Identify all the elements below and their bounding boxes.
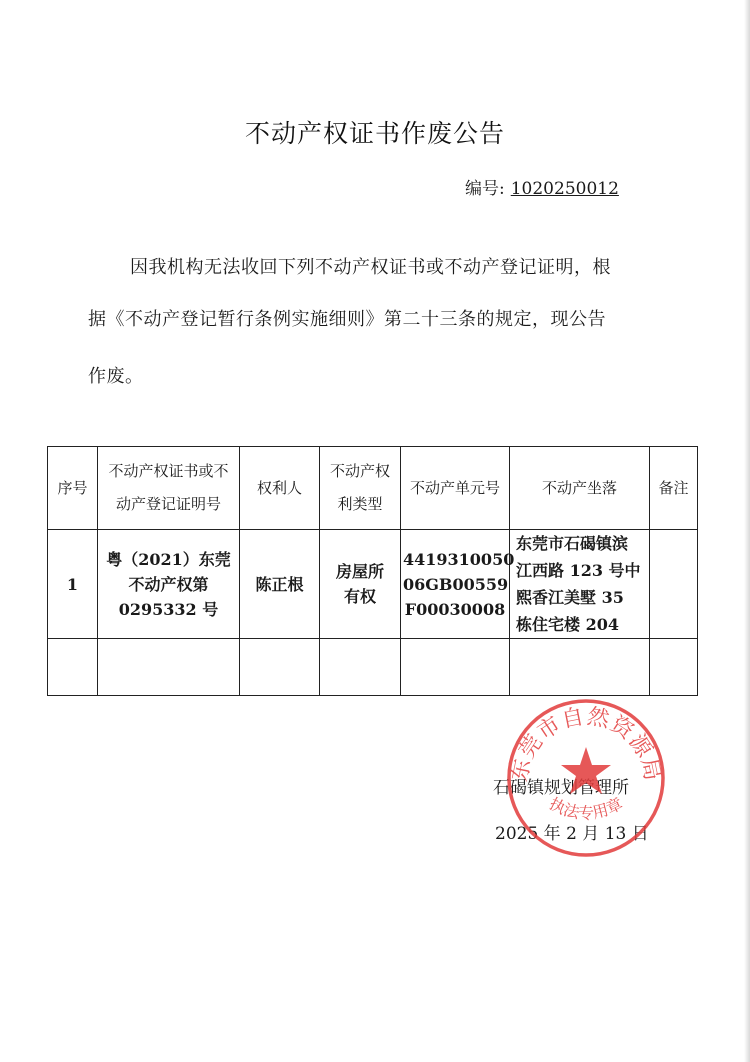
issuing-organization: 石碣镇规划管理所 (493, 778, 629, 798)
table-row-empty (48, 639, 698, 696)
document-number (465, 174, 633, 199)
cell-remark (650, 530, 698, 639)
cell-location: 东莞市石碣镇滨 江西路 123 号中 熙香江美墅 35 栋住宅楼 204 (510, 530, 650, 639)
table-header-row (48, 447, 698, 530)
cell-owner: 陈正根 (240, 530, 320, 639)
empty-cell (320, 639, 401, 696)
table-row (48, 530, 698, 639)
header-unit-no: 不动产单元号 (401, 447, 510, 530)
header-seq: 序号 (48, 447, 98, 530)
empty-cell (240, 639, 320, 696)
body-line-3: 作废。 (88, 366, 144, 387)
empty-cell (48, 639, 98, 696)
empty-cell (98, 639, 240, 696)
body-line-2: 据《不动产登记暂行条例实施细则》第二十三条的规定，现公告 (88, 309, 606, 330)
header-location: 不动产坐落 (510, 447, 650, 530)
document-title: 不动产权证书作废公告 (244, 119, 505, 148)
cell-unit-no: 4419310050 06GB00559 F00030008 (401, 530, 510, 639)
header-cert: 不动产权证书或不 动产登记证明号 (98, 447, 240, 530)
header-right-type: 不动产权 利类型 (320, 447, 401, 530)
number-value: 1020250012 (510, 179, 619, 199)
issue-date: 2025 年 2 月 13 日 (495, 824, 649, 844)
seal-star-icon (561, 747, 611, 794)
cell-cert: 粤（2021）东莞 不动产权第 0295332 号 (98, 530, 240, 639)
header-remark: 备注 (650, 447, 698, 530)
empty-cell (401, 639, 510, 696)
empty-cell (510, 639, 650, 696)
header-owner: 权利人 (240, 447, 320, 530)
seal-top-text: 东莞市自然资源局 (507, 704, 665, 784)
seal-bottom-text: 执法专用章 (546, 793, 626, 823)
official-seal-stamp (505, 697, 667, 859)
voided-certificate-table (47, 446, 698, 696)
number-label: 编号: (465, 179, 505, 199)
cell-seq: 1 (48, 530, 98, 639)
empty-cell (650, 639, 698, 696)
body-line-1: 因我机构无法收回下列不动产权证书或不动产登记证明，根 (130, 257, 611, 278)
cell-right-type: 房屋所 有权 (320, 530, 401, 639)
page-edge-shadow (744, 0, 750, 1062)
